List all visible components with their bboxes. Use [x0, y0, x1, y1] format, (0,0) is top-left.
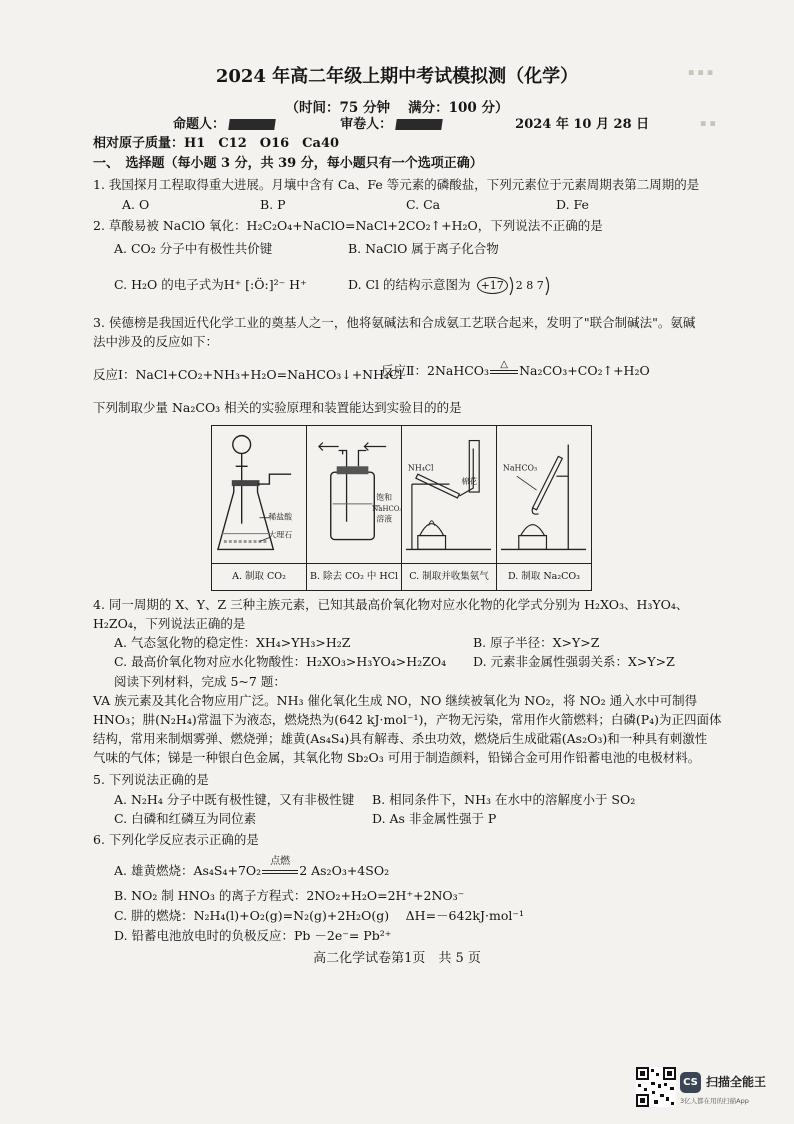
label-solution: 溶液 — [376, 514, 393, 524]
apparatus-figure-table — [211, 425, 592, 591]
q3-reaction-1: 反应Ⅰ：NaCl+CO₂+NH₃+H₂O=NaHCO₃↓+NH₄Cl — [93, 367, 403, 382]
reaction2-products: Na₂CO₃+CO₂↑+H₂O — [519, 363, 650, 378]
apparatus-b — [307, 426, 402, 590]
q2-option-d-text: D. Cl 的结构示意图为 — [348, 277, 471, 292]
passage-line-1: VA 族元素及其化合物应用广泛。NH₃ 催化氧化生成 NO，NO 继续被氧化为 NO₂，将 NO₂ 通入水中可制得 — [93, 693, 698, 708]
author-label: 命题人： — [173, 117, 226, 132]
shell-arc-icon — [508, 275, 516, 297]
passage-line-4: 气味的气体；锑是一种银白色金属，其氧化物 Sb₂O₃ 可用于制造颜料，铅锑合金可用作铅蓄电池的电极材料。 — [93, 750, 701, 765]
q1-stem: 1. 我国探月工程取得重大进展。月壤中含有 Ca、Fe 等元素的磷酸盐，下列元素位于元素周期表第二周期的是 — [93, 177, 700, 192]
q2-option-c: C. H₂O 的电子式为H⁺ [:Ö:]²⁻ H⁺ — [114, 277, 307, 292]
label-dilute-hcl: 稀盐酸 — [268, 512, 293, 522]
ignition-condition: 点燃 — [270, 856, 291, 867]
q5-option-a: A. N₂H₄ 分子中既有极性键，又有非极性键 — [114, 792, 355, 807]
q5-stem: 5. 下列说法正确的是 — [93, 772, 209, 787]
heat-arrow — [489, 360, 519, 382]
bleed-through-mark: ▪ ▪ — [700, 118, 716, 129]
redacted-name — [395, 119, 443, 130]
q6-option-d: D. 铅蓄电池放电时的负极反应：Pb －2e⁻= Pb²⁺ — [114, 928, 392, 943]
q4-option-c: C. 最高价氧化物对应水化物酸性：H₂XO₃>H₃YO₄>H₂ZO₄ — [114, 654, 447, 669]
exam-date: 2024 年 10 月 28 日 — [515, 117, 650, 132]
q2-option-d — [348, 272, 552, 299]
apparatus-a — [212, 426, 307, 590]
exam-time-score: （时间：75 分钟 满分：100 分） — [285, 100, 509, 116]
q6-stem: 6. 下列化学反应表示正确的是 — [93, 832, 259, 847]
q2-option-b: B. NaClO 属于离子化合物 — [348, 241, 499, 256]
apparatus-b-caption: B. 除去 CO₂ 中 HCl — [307, 563, 401, 590]
shell-electrons: 2 8 7 — [515, 279, 544, 292]
heat-symbol: △ — [500, 359, 508, 370]
camscanner-logo: CS — [680, 1072, 701, 1093]
ammonia-heating-apparatus-icon — [402, 426, 496, 563]
camscanner-tagline: 3亿人都在用的扫描App — [680, 1097, 749, 1105]
apparatus-c — [402, 426, 497, 590]
page-footer: 高二化学试卷第1页 共 5 页 — [313, 951, 481, 966]
q5-option-d: D. As 非金属性强于 P — [372, 811, 497, 826]
q2-stem: 2. 草酸易被 NaClO 氧化：H₂C₂O₄+NaClO=NaCl+2CO₂↑+H₂O，下列说法不正确的是 — [93, 218, 603, 233]
redacted-name — [228, 119, 276, 130]
reviewer-label: 审卷人： — [340, 117, 393, 132]
decomposition-apparatus-icon — [497, 426, 591, 563]
q5-option-c: C. 白磷和红磷互为同位素 — [114, 811, 257, 826]
q1-option-c: C. Ca — [406, 197, 441, 212]
apparatus-c-caption: C. 制取并收集氨气 — [402, 563, 496, 590]
label-cotton: 棉花 — [461, 477, 478, 487]
q4-option-b: B. 原子半径：X>Y>Z — [473, 635, 600, 650]
apparatus-a-caption: A. 制取 CO₂ — [212, 563, 306, 590]
q4-stem-line2: H₂ZO₄，下列说法正确的是 — [93, 616, 246, 631]
q1-option-b: B. P — [260, 197, 286, 212]
label-saturated: 饱和 — [376, 492, 393, 502]
q5-option-b: B. 相同条件下，NH₃ 在水中的溶解度小于 SO₂ — [372, 792, 636, 807]
q3-reaction-2 — [381, 360, 650, 382]
apparatus-d — [497, 426, 591, 590]
gas-wash-bottle-icon — [307, 426, 401, 563]
q6-option-c: C. 肼的燃烧：N₂H₄(l)+O₂(g)=N₂(g)+2H₂O(g) ΔH=－642kJ·mol⁻¹ — [114, 908, 524, 923]
camscanner-name: 扫描全能王 — [706, 1075, 767, 1089]
q6-a-products: 2 As₂O₃+4SO₂ — [299, 863, 390, 878]
qr-code-icon — [636, 1067, 676, 1107]
q3-stem-line2: 法中涉及的反应如下： — [93, 334, 219, 349]
label-nahco3: NaHCO₃ — [372, 504, 401, 513]
reaction2-reactant: 反应Ⅱ：2NaHCO₃ — [381, 363, 490, 378]
q3-prompt: 下列制取少量 Na₂CO₃ 相关的实验原理和装置能达到实验目的的是 — [93, 400, 462, 415]
q1-option-a: A. O — [122, 197, 150, 212]
label-nh4cl: NH₄Cl — [407, 463, 434, 473]
passage-line-3: 结构，常用来制烟雾弹、燃烧弹；雄黄(As₄S₄)具有解毒、杀虫功效，燃烧后生成砒霜(As₂O₃)和一种具有刺激性 — [93, 731, 708, 746]
apparatus-d-caption: D. 制取 Na₂CO₃ — [497, 563, 591, 590]
section-heading: 一、 选择题（每小题 3 分，共 39 分，每小题只有一个选项正确） — [93, 156, 483, 171]
exam-meta-line — [173, 117, 649, 133]
ignition-arrow — [261, 856, 299, 882]
passage-line-2: HNO₃；肼(N₂H₄)常温下为液态，燃烧热为(642 kJ·mol⁻¹)，产物无污染，常用作火箭燃料；白磷(P₄)为正四面体 — [93, 712, 722, 727]
q4-option-d: D. 元素非金属性强弱关系：X>Y>Z — [473, 654, 675, 669]
q4-option-a: A. 气态氢化物的稳定性：XH₄>YH₃>H₂Z — [114, 635, 351, 650]
bleed-through-mark: ▪ ▪ ▪ — [688, 67, 714, 78]
passage-intro: 阅读下列材料，完成 5~7 题： — [114, 674, 286, 689]
exam-title: 2024 年高二年级上期中考试模拟测（化学） — [215, 66, 579, 87]
nucleus: +17 — [477, 277, 508, 294]
label-nahco3-solid: NaHCO₃ — [502, 463, 538, 473]
q4-stem-line1: 4. 同一周期的 X、Y、Z 三种主族元素，已知其最高价氧化物对应水化物的化学式分别为 H₂XO₃、H₃YO₄、 — [93, 597, 689, 612]
chlorine-atom-diagram — [477, 272, 552, 299]
q3-stem-line1: 3. 侯德榜是我国近代化学工业的奠基人之一，他将氨碱法和合成氨工艺联合起来，发明了"联合制碱法"。氨碱 — [93, 315, 696, 330]
label-marble: 大理石 — [268, 530, 293, 540]
q1-option-d: D. Fe — [556, 197, 589, 212]
atomic-mass-line: 相对原子质量：H1 C12 O16 Ca40 — [93, 136, 340, 151]
q6-option-b: B. NO₂ 制 HNO₃ 的离子方程式：2NO₂+H₂O=2H⁺+2NO₃⁻ — [114, 888, 465, 903]
q2-option-a: A. CO₂ 分子中有极性共价键 — [114, 241, 273, 256]
q6-option-a — [114, 856, 390, 882]
conical-flask-apparatus-icon — [212, 426, 306, 563]
q6-a-reactants: A. 雄黄燃烧：As₄S₄+7O₂ — [114, 863, 262, 878]
shell-arc-icon — [544, 275, 552, 297]
